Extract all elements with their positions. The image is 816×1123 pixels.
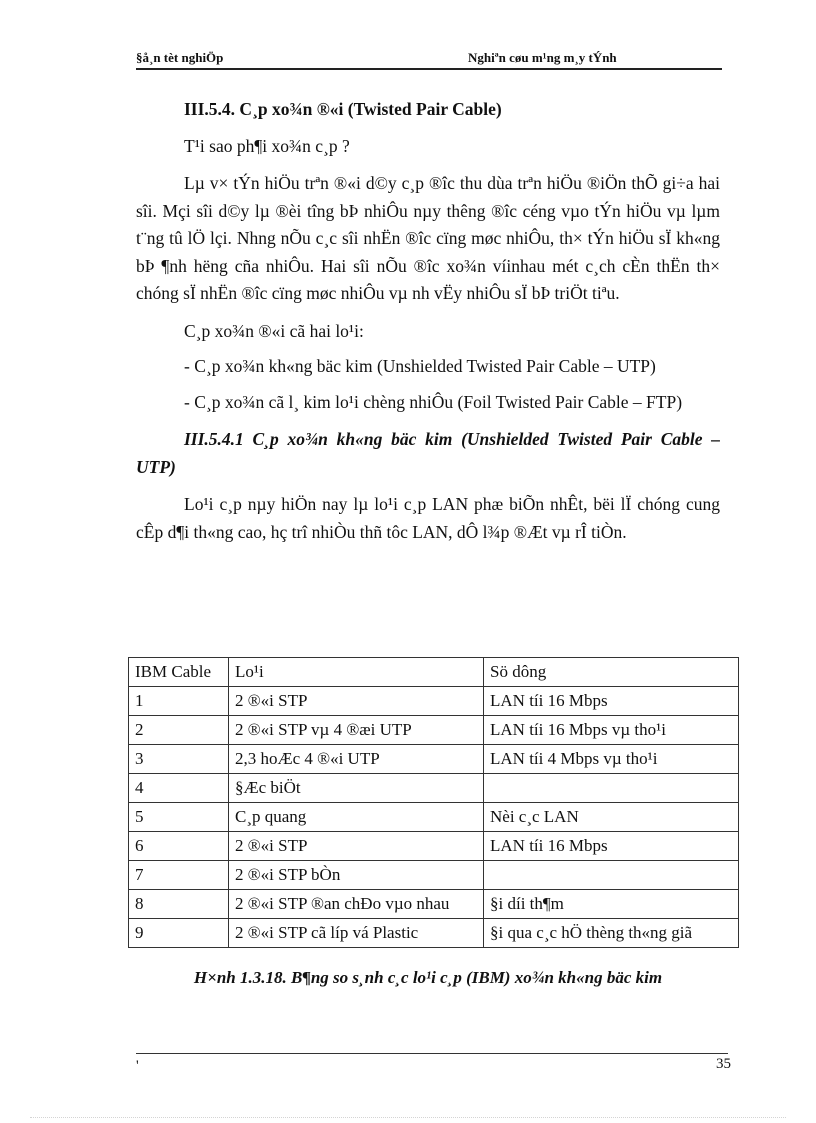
table-cell: 5: [129, 803, 229, 832]
table-cell: [484, 774, 739, 803]
table-cell: LAN tíi 16 Mbps: [484, 687, 739, 716]
header-rule: [136, 68, 722, 70]
table-cell: 2 ®«i STP vµ 4 ®æi UTP: [229, 716, 484, 745]
table-cell: [484, 861, 739, 890]
table-header-cell: Lo¹i: [229, 658, 484, 687]
table-header-row: [129, 658, 739, 687]
table-cell: LAN tíi 16 Mbps vµ tho¹i: [484, 716, 739, 745]
table-cell: LAN tíi 4 Mbps vµ tho¹i: [484, 745, 739, 774]
table-caption: H×nh 1.3.18. B¶ng so s¸nh c¸c lo¹i c¸p (IBM) xo¾n kh«ng bäc kim: [193, 968, 663, 987]
table-row: [129, 919, 739, 948]
table-cell: 7: [129, 861, 229, 890]
table-cell: 2 ®«i STP: [229, 687, 484, 716]
footer-rule: [136, 1053, 728, 1054]
table-row: [129, 687, 739, 716]
table-cell: LAN tíi 16 Mbps: [484, 832, 739, 861]
table-cell: 2,3 hoÆc 4 ®«i UTP: [229, 745, 484, 774]
table-cell: 2 ®«i STP cã líp vá Plastic: [229, 919, 484, 948]
types-intro: C¸p xo¾n ®«i cã hai lo¹i:: [184, 320, 364, 341]
table-cell: 2 ®«i STP bÒn: [229, 861, 484, 890]
table-cell: 8: [129, 890, 229, 919]
table-row: [129, 861, 739, 890]
table-cell: Nèi c¸c LAN: [484, 803, 739, 832]
table-header-cell: Sö dông: [484, 658, 739, 687]
ibm-cable-table: [128, 657, 739, 948]
table-row: [129, 803, 739, 832]
body-content: [136, 96, 720, 546]
page-bottom-dotted-line: [30, 1117, 786, 1118]
table-cell: 1: [129, 687, 229, 716]
table-row: [129, 716, 739, 745]
table-cell: C¸p quang: [229, 803, 484, 832]
section-title: III.5.4. C¸p xo¾n ®«i (Twisted Pair Cable): [184, 99, 502, 119]
table-cell: §Æc biÖt: [229, 774, 484, 803]
header-right-text: Nghiªn cøu m¹ng m¸y tÝnh: [468, 50, 617, 65]
table-cell: §i díi th¶m: [484, 890, 739, 919]
question-text: T¹i sao ph¶i xo¾n c¸p ?: [184, 135, 350, 156]
paragraph-2: Lo¹i c¸p nµy hiÖn nay lµ lo¹i c¸p LAN phæ biÕn nhÊt, bëi lÏ chóng cung cÊp d¶i th«ng cao, hç trî nhiÒu thñ tôc LAN, dÔ l¾p ®Æt vµ rÎ tiÒn.: [136, 494, 720, 542]
table-cell: 2 ®«i STP ®an chÐo vµo nhau: [229, 890, 484, 919]
table-cell: 3: [129, 745, 229, 774]
table-cell: 6: [129, 832, 229, 861]
paragraph-1: Lµ v× tÝn hiÖu trªn ®«i d©y c¸p ®îc thu dùa trªn hiÖu ®iÖn thÕ gi÷a hai sîi. Mçi sîi d©y lµ ®èi tîng bÞ nhiÔu nµy thêng ®îc céng vµo tÝn hiÖu vµ lµm t¨ng tû lÖ lçi. Nhng nÕu c¸c sîi nhËn ®îc cïng møc nhiÔu, th× tÝn hiÖu sÏ kh«ng bÞ ¶nh hëng cña nhiÔu. Hai sîi nÕu ®îc xo¾n víinhau mét c¸ch cÈn thËn th× chóng sÏ nhËn ®îc cïng møc nhiÔu vµ nh vËy nhiÔu sÏ bÞ triÖt tiªu.: [136, 173, 720, 303]
table-cell: 9: [129, 919, 229, 948]
table-cell: 4: [129, 774, 229, 803]
cable-type-2: - C¸p xo¾n cã l¸ kim lo¹i chèng nhiÔu (Foil Twisted Pair Cable – FTP): [184, 391, 683, 412]
cable-type-1: - C¸p xo¾n kh«ng bäc kim (Unshielded Twisted Pair Cable – UTP): [184, 356, 656, 376]
table-cell: 2: [129, 716, 229, 745]
page-number: 35: [716, 1056, 731, 1072]
table-row: [129, 890, 739, 919]
table-row: [129, 832, 739, 861]
table-row: [129, 774, 739, 803]
table-cell: §i qua c¸c hÖ thèng th«ng giã: [484, 919, 739, 948]
page-header: [136, 50, 722, 70]
footer-mark: ': [136, 1058, 139, 1074]
table-row: [129, 745, 739, 774]
header-left-text: §å¸n tèt nghiÖp: [136, 50, 224, 65]
subsection-title: III.5.4.1 C¸p xo¾n kh«ng bäc kim (Unshielded Twisted Pair Cable – UTP): [136, 429, 720, 477]
table-header-cell: IBM Cable: [129, 658, 229, 687]
table-cell: 2 ®«i STP: [229, 832, 484, 861]
